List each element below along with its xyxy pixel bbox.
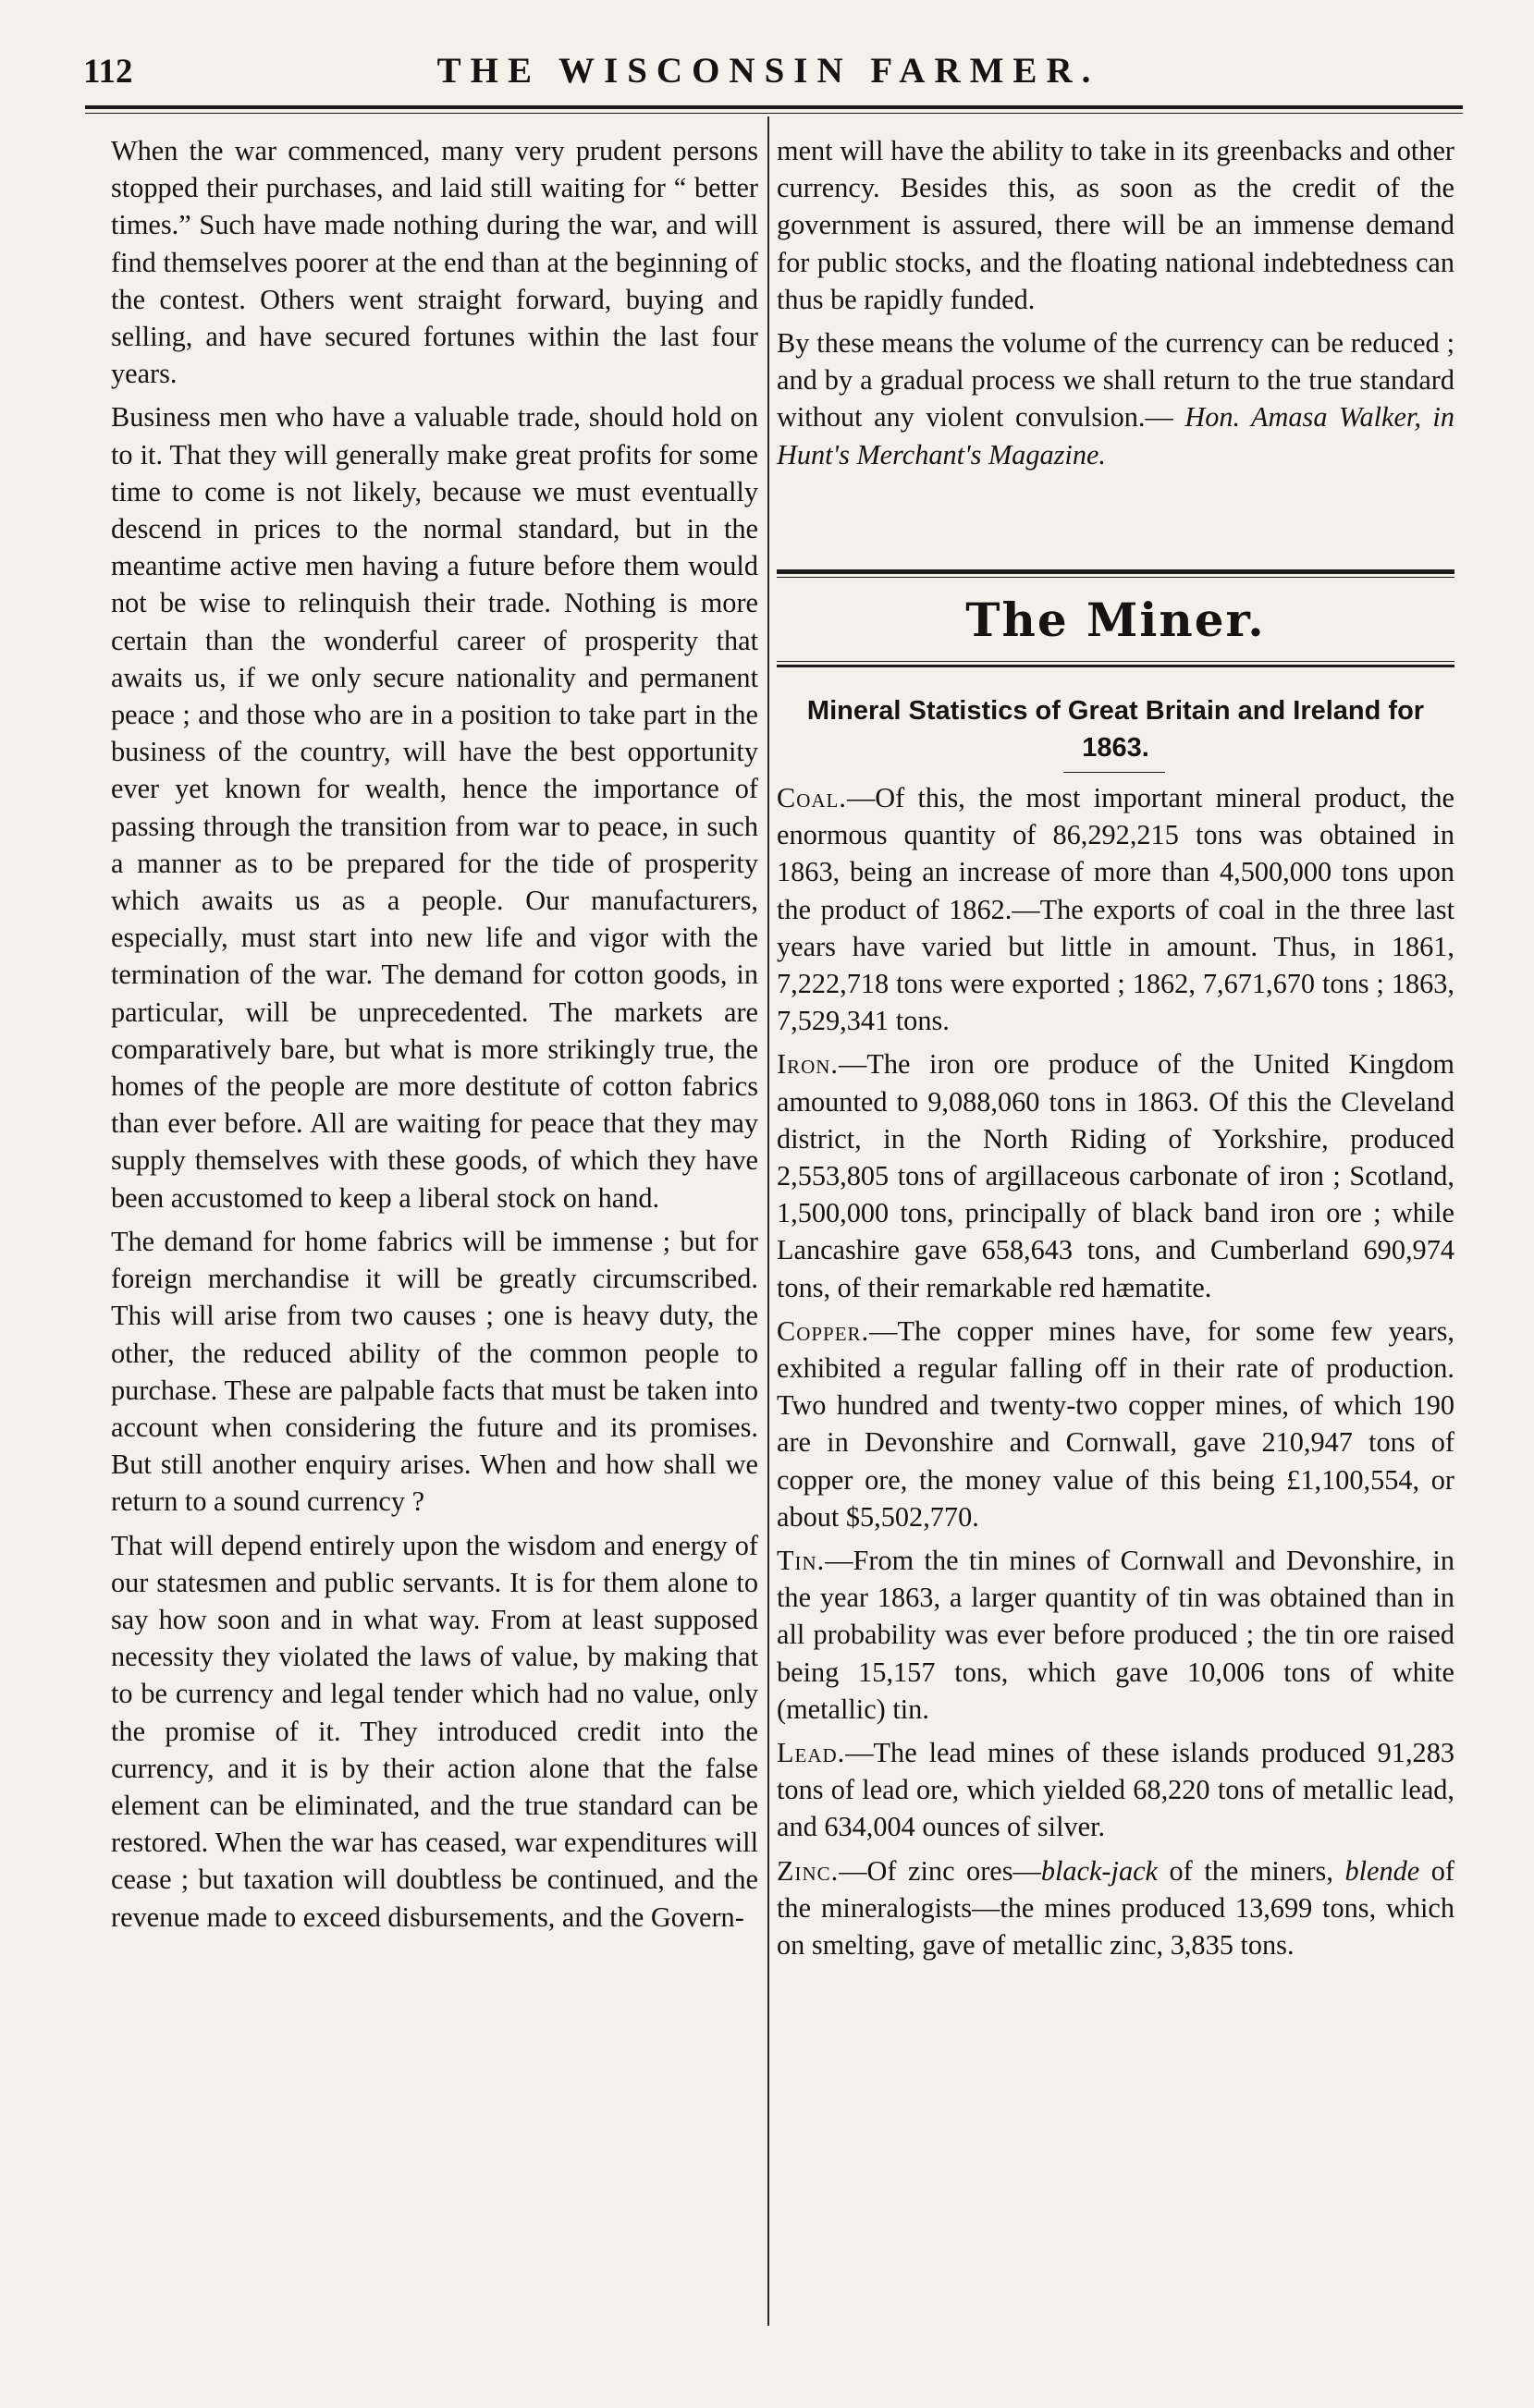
entry-lead: Copper. xyxy=(777,1314,870,1347)
left-column xyxy=(111,132,758,1942)
entry-coal xyxy=(777,779,1454,1039)
paragraph xyxy=(777,324,1454,473)
section-heading-block xyxy=(777,564,1454,667)
right-column-continuation xyxy=(777,132,1454,480)
mineral-statistics xyxy=(777,779,1454,1970)
entry-text: —Of this, the most important mineral product, the enormous quantity of 86,292,215 tons was obtained in 1863, being an increase of more than 4,500,000 tons upon the product of 1862.—The exports of coal in the three last years have varied but little in amount. Thus, in 1861, 7,222,718 tons were exported ; 1862, 7,671,670 tons ; 1863, 7,529,341 tons. xyxy=(777,782,1454,1037)
entry-zinc xyxy=(777,1852,1454,1964)
section-rule xyxy=(777,661,1454,662)
entry-lead: Iron. xyxy=(777,1048,840,1081)
entry-lead: Coal. xyxy=(777,782,847,813)
paragraph: Business men who have a valuable trade, should hold on to it. That they will generally make great profits for some time to come is not likely, because we must eventually descend in prices to the normal standard, but in the meantime active men having a future before them would not be wise to relinquish their trade. Nothing is more certain than the wonderful career of prosperity that awaits us, if we only secure nationality and permanent peace ; and those who are in a position to take part in the business of the country, will have the best opportunity ever yet known for wealth, hence the importance of passing through the transition from war to peace, in such a manner as to be prepared for the tide of prosperity which awaits us as a people. Our manufacturers, especially, must start into new life and vigor with the termination of the war. The demand for cotton goods, in particular, will be unprecedented. The markets are comparatively bare, but what is more strikingly true, the homes of the people are more destitute of cotton fabrics than ever before. All are waiting for peace that they may supply themselves with these goods, of which they have been accustomed to keep a liberal stock on hand. xyxy=(111,401,758,1214)
entry-tin xyxy=(777,1542,1454,1728)
paragraph: When the war commenced, many very prudent persons stopped their purchases, and laid still waiting for “ better times.” Such have made nothing during the war, and will find themselves poorer at the end than at the beginning of the contest. Others went straight forward, buying and selling, and have secured fortunes within the last four years. xyxy=(111,135,758,390)
entry-text: —Of zinc ores— xyxy=(839,1854,1041,1887)
entry-italic: blende xyxy=(1344,1854,1420,1887)
entry-lead xyxy=(777,1734,1454,1846)
entry-lead: Tin. xyxy=(777,1545,826,1577)
entry-text: of the miners, xyxy=(1158,1854,1345,1887)
section-title: The Miner. xyxy=(965,593,1266,647)
paragraph-text: By these means the volume of the currency can be reduced ; and by a gradual process we shall return to the true standard without any violent convulsion.— xyxy=(777,327,1454,434)
entry-lead: Zinc. xyxy=(777,1854,840,1887)
running-head: THE WISCONSIN FARMER. xyxy=(436,51,1100,91)
page-header xyxy=(80,41,1457,96)
header-rule xyxy=(85,105,1463,109)
paragraph: ment will have the ability to take in its greenbacks and other currency. Besides this, as soon as the credit of the government is assured, there will be an immense demand for public stocks, and the floating national indebtedness can thus be rapidly funded. xyxy=(777,135,1454,315)
paragraph: That will depend entirely upon the wisdom and energy of our statesmen and public servants. It is for them alone to say how soon and in what way. From at least supposed necessity they violated the laws of value, by making that to be currency and legal tender which had no value, only the promise of it. They introduced credit into the currency, and it is by their action alone that the false element can be eliminated, and the true standard can be restored. When the war has ceased, war expenditures will cease ; but taxation will doubtless be continued, and the revenue made to exceed disbursements, and the Govern- xyxy=(111,1529,758,1933)
entry-copper xyxy=(777,1313,1454,1535)
section-rule xyxy=(777,569,1454,574)
entry-italic: black-jack xyxy=(1040,1854,1158,1887)
entry-text: —From the tin mines of Cornwall and Devonshire, in the year 1863, a larger quantity of tin was obtained than in all probability was ever before produced ; the tin ore raised being 15,157 tons, which gave 10,006 tons of white (metallic) tin. xyxy=(777,1545,1454,1725)
section-rule xyxy=(777,577,1454,578)
article-title: Mineral Statistics of Great Britain and Ireland for 1863. xyxy=(806,696,1425,763)
article-title-rule xyxy=(1063,772,1165,773)
attribution: Hon. Amasa Walker, in Hunt's Merchant's Magazine. xyxy=(777,401,1454,471)
entry-text: —The lead mines of these islands produced 91,283 tons of lead ore, which yielded 68,220 tons of metallic lead, and 634,004 ounces of silver. xyxy=(777,1737,1454,1843)
page-number: 112 xyxy=(83,53,133,91)
entry-iron xyxy=(777,1045,1454,1305)
entry-lead: Lead. xyxy=(777,1737,846,1769)
entry-text: —The copper mines have, for some few years, exhibited a regular falling off in their rate of production. Two hundred and twenty-two copper mines, of which 190 are in Devonshire and Cornwall, gave 210,947 tons of copper ore, the money value of this being £1,100,554, or about $5,502,770. xyxy=(777,1314,1454,1533)
paragraph: The demand for home fabrics will be immense ; but for foreign merchandise it will be greatly circumscribed. This will arise from two causes ; one is heavy duty, the other, the reduced ability of the common people to purchase. These are palpable facts that must be taken into account when considering the future and its promises. But still another enquiry arises. When and how shall we return to a sound currency ? xyxy=(111,1225,758,1518)
entry-text: of the mineralogists—the mines produced 13,699 tons, which on smelting, gave of metallic zinc, 3,835 tons. xyxy=(777,1854,1454,1962)
section-rule xyxy=(777,665,1454,667)
header-rule-thin xyxy=(85,113,1463,114)
entry-text: —The iron ore produce of the United Kingdom amounted to 9,088,060 tons in 1863. Of this the Cleveland district, in the North Riding of Yorkshire, produced 2,553,805 tons of argillaceous carbonate of iron ; Scotland, 1,500,000 tons, principally of black band iron ore ; while Lancashire gave 658,643 tons, and Cumberland 690,974 tons, of their remarkable red hæmatite. xyxy=(777,1048,1454,1303)
column-divider xyxy=(767,116,769,2326)
